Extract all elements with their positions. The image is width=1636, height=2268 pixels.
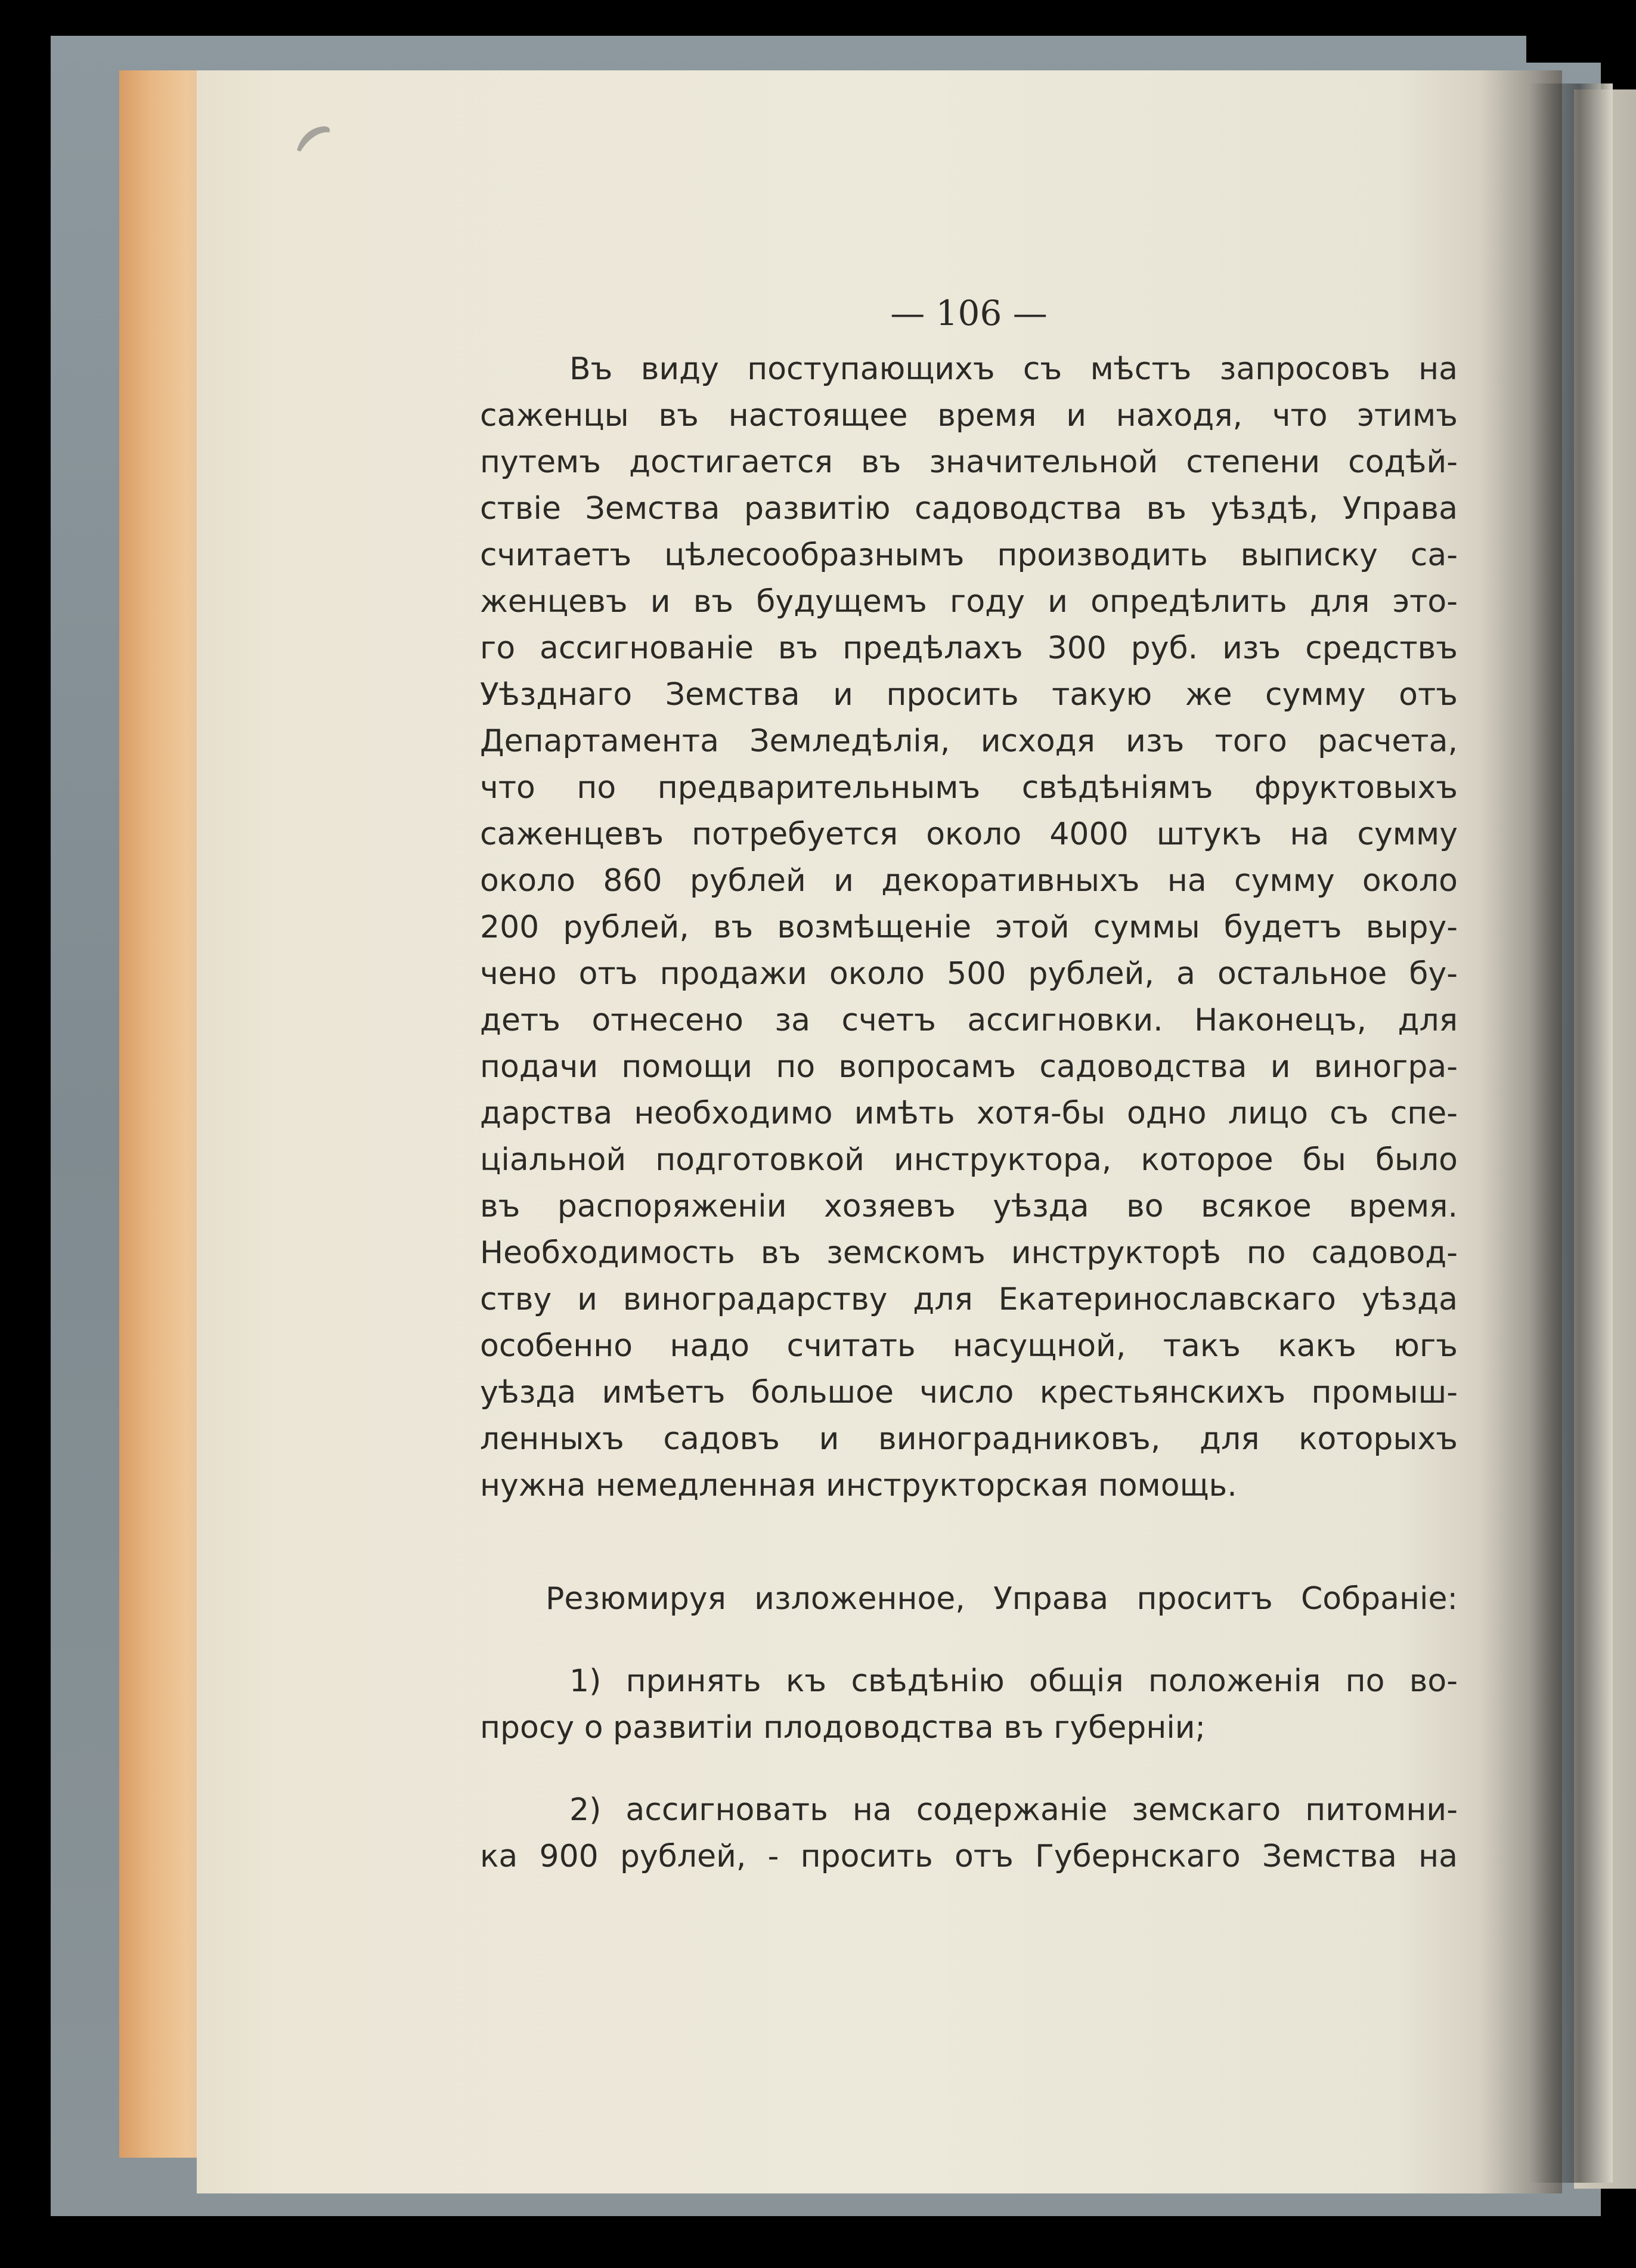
- text-line: подачи помощи по вопросамъ садоводства и виногра-: [480, 1049, 1458, 1085]
- paragraph-gap: [480, 1751, 1458, 1787]
- text-line: 2) ассигновать на содержанiе земскаго питомни-: [569, 1792, 1458, 1828]
- text-line: женцевъ и въ будущемъ году и опредѣлить для это-: [480, 584, 1458, 620]
- paragraph-3: [480, 1658, 1458, 1751]
- text-line: саженцы въ настоящее время и находя, что этимъ: [480, 398, 1458, 434]
- ink-speck: [292, 119, 340, 155]
- paragraph-4: [480, 1787, 1458, 1880]
- paragraph-gap: [480, 1509, 1458, 1576]
- text-line: считаетъ цѣлесообразнымъ производить выписку са-: [480, 537, 1458, 573]
- scan-corner: [1526, 36, 1636, 63]
- text-line: ствiе Земства развитiю садоводства въ уѣздѣ, Управа: [480, 491, 1458, 527]
- text-line: Департамента Земледѣлiя, исходя изъ того расчета,: [480, 723, 1458, 759]
- paragraph-1: [480, 346, 1458, 1509]
- page-number: — 106 —: [890, 293, 1048, 333]
- text-line: го ассигнованiе въ предѣлахъ 300 руб. изъ средствъ: [480, 630, 1458, 666]
- text-line: Уѣзднаго Земства и просить такую же сумму отъ: [480, 677, 1458, 713]
- page-text: [480, 280, 1458, 1880]
- text-line: чено отъ продажи около 500 рублей, а остальное бу-: [480, 956, 1458, 992]
- text-line: ленныхъ садовъ и виноградниковъ, для которыхъ: [480, 1421, 1458, 1457]
- text-line: въ распоряженiи хозяевъ уѣзда во всякое время.: [480, 1189, 1458, 1224]
- text-line: просу о развитiи плодоводства въ губернiи;: [480, 1710, 1206, 1746]
- text-line: особенно надо считать насущной, такъ какъ югъ: [480, 1328, 1458, 1364]
- text-line: цiальной подготовкой инструктора, которое бы было: [480, 1142, 1458, 1178]
- text-line: детъ отнесено за счетъ ассигновки. Наконецъ, для: [480, 1003, 1458, 1038]
- text-line: Въ виду поступающихъ съ мѣстъ запросовъ на: [569, 351, 1458, 387]
- text-line: уѣзда имѣетъ большое число крестьянскихъ промыш-: [480, 1375, 1458, 1410]
- text-line: ству и виноградарству для Екатеринославскаго уѣзда: [480, 1282, 1458, 1317]
- text-line: ка 900 рублей, - просить отъ Губернскаго Земства на: [480, 1839, 1458, 1874]
- text-line: 1) принять къ свѣдѣнiю общiя положенiя по во-: [569, 1663, 1458, 1699]
- text-line: что по предварительнымъ свѣдѣнiямъ фруктовыхъ: [480, 770, 1458, 806]
- text-line: 200 рублей, въ возмѣщенiе этой суммы будетъ выру-: [480, 909, 1458, 945]
- text-line: саженцевъ потребуется около 4000 штукъ на сумму: [480, 816, 1458, 852]
- text-line: около 860 рублей и декоративныхъ на сумму около: [480, 863, 1458, 899]
- text-line: путемъ достигается въ значительной степени содѣй-: [480, 444, 1458, 480]
- text-line: Необходимость въ земскомъ инструкторѣ по садовод-: [480, 1235, 1458, 1271]
- paragraph-2: Резюмируя изложенное, Управа проситъ Собранiе:: [546, 1581, 1458, 1617]
- text-line: нужна немедленная инструкторская помощь.: [480, 1468, 1237, 1503]
- text-line: дарства необходимо имѣть хотя-бы одно лицо съ спе-: [480, 1096, 1458, 1131]
- paragraph-gap: [480, 1622, 1458, 1658]
- gutter-shadow: [1529, 83, 1613, 2183]
